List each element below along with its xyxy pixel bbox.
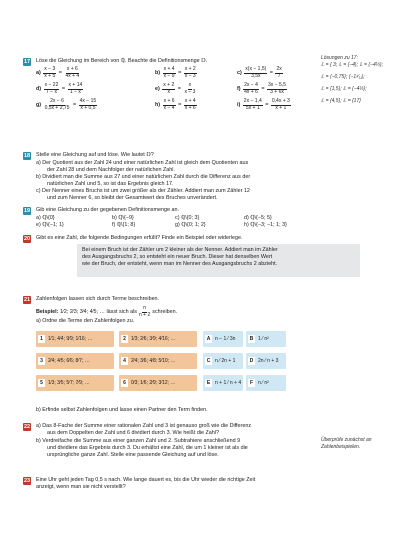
fraction-right [79, 99, 98, 111]
item-label: c) [237, 70, 242, 77]
exercise-21-a: a) Ordne die Terme den Zahlenfolgen zu. [36, 318, 135, 324]
fraction-denominator: x + 6 [184, 104, 196, 111]
item-label: b) [155, 70, 161, 77]
term-card[interactable] [203, 353, 243, 369]
exercise-18-intro: Stelle eine Gleichung auf und löse. Wie lautet 𝔻? [36, 152, 154, 158]
fraction-numerator: x + 2 [184, 66, 196, 72]
fraction-denominator: 5x + 1 [245, 104, 260, 111]
card-sequence: 0⁄3; 1⁄6; 2⁄9; 3⁄12; … [131, 380, 176, 386]
card-term: n + 1 ⁄ n + 4 [215, 380, 242, 386]
example-sequence: 1⁄2; 2⁄3; 3⁄4; 4⁄5; … [59, 309, 105, 316]
item-label: i) [237, 102, 241, 109]
sequence-card[interactable] [36, 331, 114, 347]
exercise-20-intro: Gibt es eine Zahl, die folgende Bedingungen erfüllt? Finde ein Beispiel oder widerlege. [36, 235, 243, 241]
fraction-numerator: 2x − 1,4 [243, 98, 262, 104]
hint-22 [321, 437, 372, 451]
card-key: 1 [38, 335, 45, 343]
equation-item [36, 67, 81, 79]
exercise-18-c-cont: und zum Nenner 6, so bleibt der Gesamtwert des Bruches unverändert. [47, 195, 218, 201]
solutions-line: 𝕃 = { 3; 𝕃 = {−4}; 𝕃 = {−4⅓}; [321, 62, 383, 68]
sequence-card[interactable] [36, 375, 114, 391]
example-text: lässt sich als [106, 309, 137, 316]
card-sequence: 1⁄3; 3⁄5; 5⁄7; 7⁄9; … [48, 380, 90, 386]
fraction-denominator: 1 − x [69, 88, 81, 95]
card-term: n − 1 ⁄ 3n [215, 336, 236, 342]
fraction-denominator: x − 3 [184, 88, 196, 95]
solutions-line: 𝕃 = {−0,75}; {−1¹⁄₁₁}; [321, 74, 365, 80]
exercise-22-b: b) Verdreifache die Summe aus einer ganzen Zahl und 2. Subtrahiere anschließend 9 [36, 438, 241, 444]
fraction-left [243, 99, 263, 111]
equation-item [155, 99, 198, 111]
exercise-21-b: b) Erfinde selbst Zahlenfolgen und lasse einen Partner den Term finden. [36, 407, 208, 413]
fraction-denominator: x + 1 [275, 104, 287, 111]
domain-item: f) ℚ\{1; 8} [112, 222, 136, 228]
fraction-denominator: 3,5x [251, 72, 261, 79]
example-text-end: schreiben. [152, 309, 178, 316]
equals-sign: = [268, 70, 275, 77]
card-key: 2 [121, 335, 128, 343]
equation-item [237, 67, 284, 79]
exercise-21-intro: Zahlenfolgen lassen sich durch Terme beschreiben. [36, 296, 160, 302]
item-label: e) [155, 86, 160, 93]
term-denominator: n + 2 [139, 311, 151, 318]
exercise-number-21: 21 [23, 297, 31, 303]
card-key: 3 [38, 357, 45, 365]
exercise-22-b-cont2: ursprüngliche ganze Zahl. Stelle eine passende Gleichung auf und löse. [47, 452, 219, 458]
exercise-number-20: 20 [23, 236, 31, 242]
exercise-23-text-cont: anzeigt, wenn man sie nicht verstellt? [36, 484, 126, 490]
domain-item: d) ℚ\{−5; 5} [244, 215, 272, 221]
fraction-numerator: 4x − 15 [79, 98, 97, 104]
exercise-21-example [36, 306, 177, 318]
exercise-number-23: 23 [23, 478, 31, 484]
solutions-line: 𝕃 = {1,5}; 𝕃 = {−4½}; [321, 86, 367, 92]
card-sequence: 2⁄4; 3⁄6; 4⁄8; 5⁄10; … [131, 358, 176, 364]
card-key: F [249, 380, 254, 386]
fraction-numerator: 2x − 6 [50, 98, 64, 104]
fraction-denominator: 0,5x + 2,75 [44, 104, 70, 111]
fraction-right [267, 83, 287, 95]
fraction-left [243, 83, 259, 95]
exercise-number-18: 18 [23, 153, 31, 159]
term-card[interactable] [246, 353, 286, 369]
exercise-number-19: 19 [23, 208, 31, 214]
equals-sign: = [176, 102, 183, 109]
condition-line: Bei einem Bruch ist der Zähler um 2 kleiner als der Nenner. Addiert man im Zähler [82, 247, 278, 253]
card-key: A [206, 336, 211, 342]
sequence-card[interactable] [36, 353, 114, 369]
domain-item: h) ℚ\{−3; −1; 1; 3} [244, 222, 287, 228]
fraction-right [184, 99, 197, 111]
domain-item: e) ℚ\{−1; 1} [36, 222, 64, 228]
fraction-numerator: x(x − 1,5) [245, 66, 267, 72]
solutions-line: 𝕃 = {4,5}; 𝕃 = {17} [321, 98, 361, 104]
example-term [138, 306, 151, 318]
equation-item [36, 83, 84, 95]
item-label: h) [155, 102, 161, 109]
fraction-right [271, 99, 291, 111]
fraction-denominator: 3 + 6x [270, 88, 284, 95]
exercise-18-b: b) Dividiert man die Summe aus 27 und einer natürlichen Zahl durch die Differenz aus der [36, 174, 251, 180]
fraction-denominator: x + 0,5 [80, 104, 96, 111]
fraction-denominator: x − 3 [184, 72, 196, 79]
equals-sign: = [57, 70, 64, 77]
fraction-numerator: x + 14 [68, 82, 83, 88]
card-term: n ⁄ n² [258, 380, 269, 386]
fraction-denominator: x [167, 88, 171, 95]
card-sequence: 2⁄4; 4⁄5; 6⁄6; 8⁄7; … [48, 358, 90, 364]
equation-item [237, 83, 288, 95]
exercise-18-b-cont: natürlichen Zahl und 5, so ist das Ergebnis gleich 17. [47, 181, 174, 187]
fraction-numerator: 2x − 4 [244, 82, 258, 88]
solutions-17 [321, 55, 383, 105]
equation-item [155, 67, 198, 79]
condition-line: wie der Bruch, der entsteht, wenn man im Nenner des Ausgangsbruchs 2 abzieht. [82, 261, 278, 268]
exercise-20-conditions-box [77, 244, 360, 277]
solutions-title: Lösungen zu 17: [321, 55, 358, 61]
card-term: 1 ⁄ n² [258, 336, 269, 342]
exercise-number-17: 17 [23, 59, 31, 65]
sequence-card[interactable] [119, 331, 197, 347]
hint-line: Überprüfe zunächst an [321, 437, 372, 443]
fraction-numerator: x − 22 [44, 82, 59, 88]
card-key: D [249, 358, 254, 364]
term-numerator: n [143, 305, 147, 311]
equation-item [237, 99, 292, 111]
card-term: n ⁄ 2n + 1 [215, 358, 236, 364]
fraction-left [163, 67, 176, 79]
card-key: 5 [38, 379, 45, 387]
exercise-19-intro: Gib eine Gleichung zu der gegebenen Definitionsmenge an. [36, 207, 179, 213]
fraction-right [64, 67, 80, 79]
fraction-numerator: x + 6 [66, 66, 78, 72]
fraction-denominator: 4x + 4 [65, 72, 80, 79]
equals-sign: = [259, 86, 267, 93]
fraction-right [184, 67, 197, 79]
fraction-numerator: x + 6 [163, 98, 175, 104]
fraction-left [44, 83, 60, 95]
card-key: B [249, 336, 254, 342]
fraction-left [162, 83, 175, 95]
fraction-left [163, 99, 176, 111]
fraction-left [43, 67, 56, 79]
condition-line: des Ausgangsbruchs 2, so entsteht ein neuer Bruch. Dieser hat denselben Wert [82, 254, 273, 261]
domain-item: a) ℚ\{0} [36, 215, 55, 221]
term-card[interactable] [246, 375, 286, 391]
exercise-23-text: Eine Uhr geht jeden Tag 0,5 s nach. Wie lange dauert es, bis die Uhr wieder die richtige Zeit [36, 477, 256, 483]
card-sequence: 1⁄1; 4⁄4; 9⁄9; 1⁄16; … [48, 336, 93, 342]
fraction-numerator: 3x − 5,5 [268, 82, 286, 88]
equals-sign: = [60, 86, 67, 93]
card-sequence: 1⁄3; 2⁄6; 3⁄9; 4⁄16; … [131, 336, 176, 342]
fraction-denominator: x + 5 [44, 72, 56, 79]
fraction-left [244, 67, 267, 79]
fraction-numerator: x + 4 [163, 66, 175, 72]
equals-sign: = [176, 86, 183, 93]
exercise-17-intro: Löse die Gleichung im Bereich von ℚ. Beachte die Definitionsmenge 𝔻. [36, 58, 208, 64]
exercise-18-c: c) Der Nenner eines Bruchs ist um zwei größer als der Zähler. Addiert man zum Zähler 12 [36, 188, 250, 194]
exercise-22-a: a) Das 8-Fache der Summe einer rationalen Zahl und 3 ist genauso groß wie die Differenz [36, 423, 252, 429]
exercise-22-b-cont: und dividiere das Ergebnis durch 3. Du erhältst eine Zahl, die um 1 kleiner ist als die [47, 445, 248, 451]
fraction-right [275, 67, 282, 79]
card-key: 6 [121, 379, 128, 387]
equals-sign: = [176, 70, 183, 77]
fraction-denominator: 7 − x [45, 88, 57, 95]
equation-item [155, 83, 197, 95]
item-label: a) [36, 70, 41, 77]
sequence-card[interactable] [119, 375, 197, 391]
domain-item: b) ℚ\{−9} [112, 215, 134, 221]
fraction-denominator: 4x + 6 [244, 88, 258, 95]
exercise-22-a-cont: aus dem Doppelten der Zahl und 6 dividiert durch 3. Wie heißt die Zahl? [47, 430, 219, 436]
fraction-numerator: x + 2 [163, 82, 175, 88]
equation-item [36, 99, 98, 111]
fraction-numerator: 2x [276, 66, 282, 72]
exercise-number-22: 22 [23, 424, 31, 430]
fraction-left [44, 99, 71, 111]
fraction-right [183, 83, 196, 95]
exercise-18-a-cont: der Zahl 28 und dem Nachfolger der natürlichen Zahl. [47, 167, 175, 173]
item-label: g) [36, 102, 42, 109]
domain-item: c) ℚ\{0; 3} [175, 215, 200, 221]
exercise-18-a: a) Der Quotient aus der Zahl 24 und einer natürlichen Zahl ist gleich dem Quotienten aus [36, 160, 249, 166]
card-term: 2n ⁄ n + 3 [258, 358, 279, 364]
fraction-numerator: x [188, 82, 192, 88]
item-label: d) [36, 86, 42, 93]
sequence-card[interactable] [119, 353, 197, 369]
example-label: Beispiel: [36, 309, 59, 316]
term-card[interactable] [203, 375, 243, 391]
domain-item: g) ℚ\{0; 1; 2} [175, 222, 206, 228]
fraction-numerator: x + 4 [184, 98, 196, 104]
fraction-numerator: x − 3 [44, 66, 56, 72]
fraction-denominator: 7 [277, 72, 281, 79]
fraction-right [68, 83, 84, 95]
equals-sign: = [263, 102, 270, 109]
term-card[interactable] [203, 331, 243, 347]
fraction-denominator: x − 9 [163, 72, 175, 79]
fraction-denominator: x − 4 [163, 104, 175, 111]
fraction-numerator: 0,4x + 3 [271, 98, 290, 104]
equals-sign: = [71, 102, 78, 109]
card-key: 4 [121, 357, 128, 365]
card-key: E [206, 380, 211, 386]
hint-line: Zahlenbeispielen. [321, 444, 361, 450]
item-label: f) [237, 86, 241, 93]
card-key: C [206, 358, 211, 364]
term-card[interactable] [246, 331, 286, 347]
